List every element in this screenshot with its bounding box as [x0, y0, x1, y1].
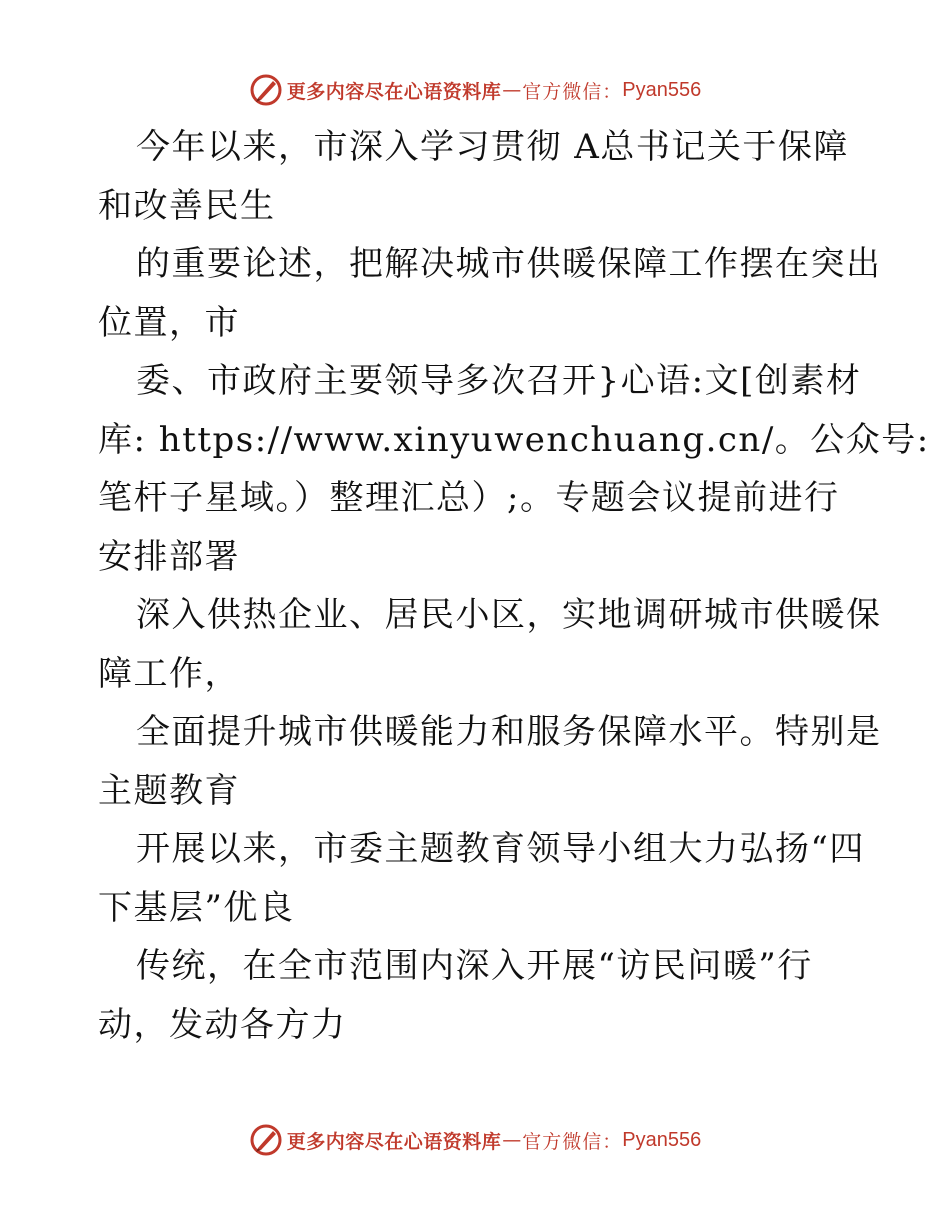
paragraph-line: 开展以来，市委主题教育领导小组大力弘扬“四 [136, 829, 865, 869]
paragraph-line: 全面提升城市供暖能力和服务保障水平。特别是 [136, 712, 882, 752]
banner-lead-text: 更多内容尽在心语资料库 [286, 80, 502, 103]
paragraph-line: 位置，市 [98, 302, 240, 343]
paragraph-line: 的重要论述，把解决城市供暖保障工作摆在突出 [136, 244, 882, 284]
footer-banner [0, 1120, 950, 1160]
banner-dash: — [502, 79, 522, 101]
quill-logo-icon [249, 73, 283, 107]
quill-logo-icon [249, 1123, 283, 1157]
paragraph-line: 和改善民生 [98, 185, 276, 226]
paragraph-line: 动，发动各方力 [98, 1004, 347, 1045]
paragraph-line: 笔杆子星域。）整理汇总）;。专题会议提前进行 [98, 478, 840, 518]
paragraph-line: 库: https://www.xinyuwenchuang.cn/。公众号: [98, 419, 930, 460]
paragraph-line: 下基层”优良 [98, 887, 295, 928]
paragraph-line: 主题教育 [98, 770, 240, 811]
document-body [98, 118, 930, 1054]
banner-wechat-label: 官方微信： [522, 1130, 623, 1153]
header-banner [0, 70, 950, 110]
paragraph-line: 障工作， [98, 653, 240, 694]
banner-lead-text: 更多内容尽在心语资料库 [286, 1130, 502, 1153]
banner-wechat-id: Pyan556 [622, 1128, 702, 1151]
banner-wechat-label: 官方微信： [522, 80, 623, 103]
paragraph-line: 今年以来，市深入学习贯彻 A总书记关于保障 [136, 127, 849, 167]
paragraph-line: 安排部署 [98, 536, 240, 577]
paragraph-line: 深入供热企业、居民小区，实地调研城市供暖保 [136, 595, 882, 635]
banner-dash: — [502, 1129, 522, 1151]
paragraph-line: 传统，在全市范围内深入开展“访民问暖”行 [136, 946, 813, 986]
banner-wechat-id: Pyan556 [622, 78, 702, 101]
paragraph-line: 委、市政府主要领导多次召开}心语:文[创素材 [136, 361, 862, 401]
